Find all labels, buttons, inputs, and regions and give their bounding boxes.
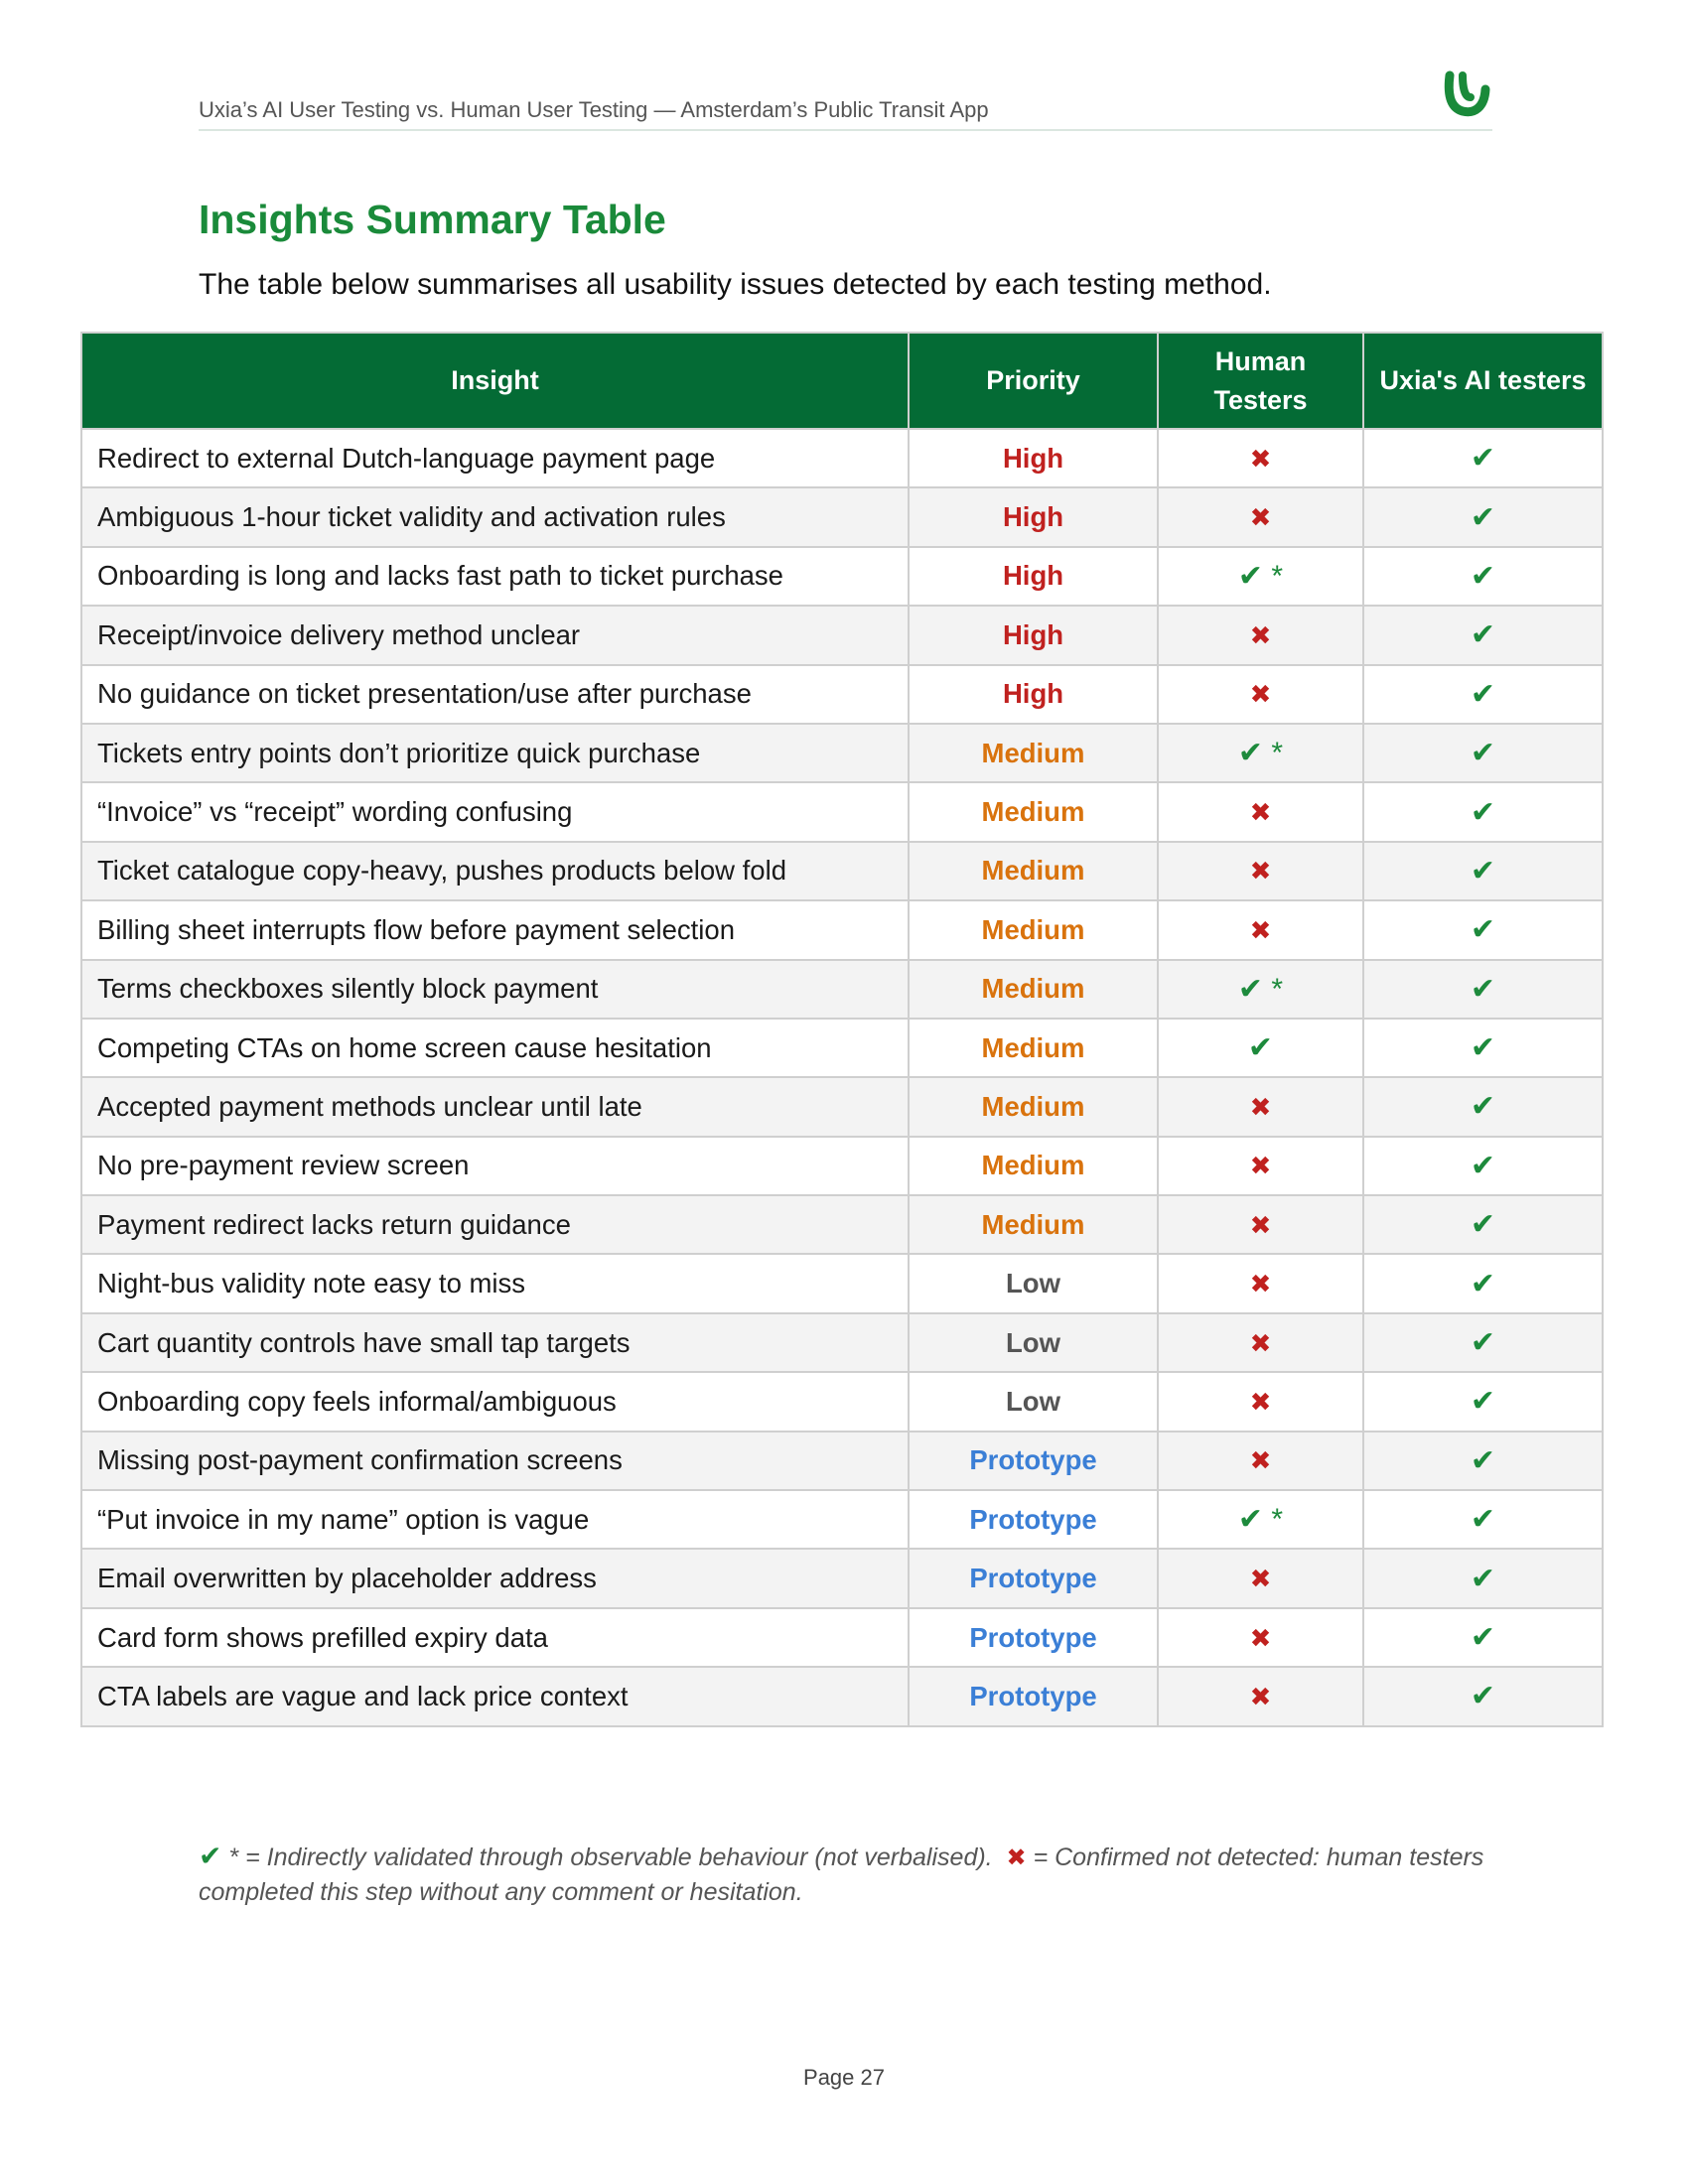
ai-testers-cell <box>1363 606 1603 664</box>
table-row <box>81 1372 1603 1431</box>
check-icon: ✔ <box>1470 1621 1496 1654</box>
table-row <box>81 547 1603 606</box>
priority-cell: Medium <box>909 1195 1158 1254</box>
insight-cell: Redirect to external Dutch-language payment page <box>81 429 909 487</box>
insight-cell: Onboarding copy feels informal/ambiguous <box>81 1372 909 1431</box>
priority-cell: High <box>909 429 1158 487</box>
priority-cell: Prototype <box>909 1490 1158 1549</box>
ai-testers-cell <box>1363 842 1603 900</box>
cross-icon: ✖ <box>1249 502 1272 533</box>
check-icon: ✔ <box>1470 677 1496 711</box>
human-testers-cell <box>1158 1372 1363 1431</box>
ai-testers-cell <box>1363 1432 1603 1490</box>
human-testers-cell <box>1158 1490 1363 1549</box>
check-icon: ✔ <box>1470 913 1496 947</box>
table-row <box>81 900 1603 959</box>
cross-icon: ✖ <box>1249 856 1272 887</box>
check-icon: ✔ * <box>1237 737 1284 770</box>
check-icon: ✔ <box>1470 972 1496 1006</box>
cross-icon: ✖ <box>1249 914 1272 945</box>
human-testers-cell <box>1158 547 1363 606</box>
table-row <box>81 782 1603 841</box>
check-icon: ✔ <box>1470 737 1496 770</box>
document-title: Uxia’s AI User Testing vs. Human User Testing — Amsterdam’s Public Transit App <box>199 97 989 122</box>
table-row <box>81 665 1603 724</box>
column-header-priority: Priority <box>909 333 1158 429</box>
page-number: Page 27 <box>803 2065 885 2090</box>
ai-testers-cell <box>1363 724 1603 782</box>
table-row <box>81 1077 1603 1136</box>
footnote-check-text: * = Indirectly validated through observable behaviour (not verbalised). <box>221 1843 993 1871</box>
cross-icon: ✖ <box>1249 1622 1272 1653</box>
table-row <box>81 1667 1603 1725</box>
check-icon: ✔ <box>199 1841 222 1871</box>
priority-cell: Low <box>909 1372 1158 1431</box>
insight-cell: Missing post-payment confirmation screens <box>81 1432 909 1490</box>
ai-testers-cell <box>1363 782 1603 841</box>
human-testers-cell <box>1158 842 1363 900</box>
insight-cell: Card form shows prefilled expiry data <box>81 1608 909 1667</box>
priority-cell: Medium <box>909 1077 1158 1136</box>
ai-testers-cell <box>1363 429 1603 487</box>
table-body <box>81 429 1603 1726</box>
check-icon: ✔ <box>1470 1267 1496 1300</box>
priority-cell: Medium <box>909 1137 1158 1195</box>
insight-cell: Terms checkboxes silently block payment <box>81 960 909 1019</box>
cross-icon: ✖ <box>1249 1327 1272 1358</box>
insight-cell: CTA labels are vague and lack price context <box>81 1667 909 1725</box>
priority-cell: Low <box>909 1313 1158 1372</box>
check-icon: ✔ <box>1470 1443 1496 1477</box>
human-testers-cell <box>1158 487 1363 546</box>
human-testers-cell <box>1158 1667 1363 1725</box>
table-row <box>81 1137 1603 1195</box>
table-footnote <box>199 1839 1489 1910</box>
check-icon: ✔ <box>1470 1562 1496 1595</box>
check-icon: ✔ <box>1470 1031 1496 1065</box>
priority-cell: Medium <box>909 842 1158 900</box>
check-icon: ✔ <box>1247 1031 1274 1065</box>
check-icon: ✔ <box>1470 1149 1496 1182</box>
human-testers-cell <box>1158 665 1363 724</box>
cross-icon: ✖ <box>1249 1209 1272 1240</box>
ai-testers-cell <box>1363 1490 1603 1549</box>
insight-cell: No guidance on ticket presentation/use after purchase <box>81 665 909 724</box>
human-testers-cell <box>1158 1019 1363 1077</box>
human-testers-cell <box>1158 1254 1363 1312</box>
human-testers-cell <box>1158 1549 1363 1607</box>
insight-cell: Tickets entry points don’t prioritize quick purchase <box>81 724 909 782</box>
priority-cell: Medium <box>909 960 1158 1019</box>
table-row <box>81 1549 1603 1607</box>
cross-icon: ✖ <box>1249 797 1272 828</box>
table-row <box>81 1254 1603 1312</box>
insight-cell: Email overwritten by placeholder address <box>81 1549 909 1607</box>
ai-testers-cell <box>1363 1254 1603 1312</box>
table-row <box>81 1432 1603 1490</box>
insight-cell: Receipt/invoice delivery method unclear <box>81 606 909 664</box>
ai-testers-cell <box>1363 960 1603 1019</box>
table-row <box>81 960 1603 1019</box>
priority-cell: Medium <box>909 900 1158 959</box>
column-header-ai-testers: Uxia's AI testers <box>1363 333 1603 429</box>
human-testers-cell <box>1158 606 1363 664</box>
ai-testers-cell <box>1363 1667 1603 1725</box>
human-testers-cell <box>1158 429 1363 487</box>
human-testers-cell <box>1158 1432 1363 1490</box>
table-row <box>81 842 1603 900</box>
check-icon: ✔ * <box>1237 972 1284 1006</box>
human-testers-cell <box>1158 960 1363 1019</box>
human-testers-cell <box>1158 1077 1363 1136</box>
table-header-row <box>81 333 1603 429</box>
human-testers-cell <box>1158 1137 1363 1195</box>
insight-cell: Ambiguous 1-hour ticket validity and activation rules <box>81 487 909 546</box>
cross-icon: ✖ <box>1249 1151 1272 1181</box>
page-header <box>199 62 1492 131</box>
table-row <box>81 1019 1603 1077</box>
section-title: Insights Summary Table <box>199 197 666 242</box>
human-testers-cell <box>1158 1313 1363 1372</box>
insight-cell: Accepted payment methods unclear until late <box>81 1077 909 1136</box>
cross-icon: ✖ <box>1249 443 1272 474</box>
priority-cell: Medium <box>909 1019 1158 1077</box>
check-icon: ✔ <box>1470 1090 1496 1124</box>
check-icon: ✔ <box>1470 618 1496 652</box>
cross-icon: ✖ <box>1006 1844 1027 1871</box>
insight-cell: Payment redirect lacks return guidance <box>81 1195 909 1254</box>
ai-testers-cell <box>1363 547 1603 606</box>
table-row <box>81 1490 1603 1549</box>
insight-cell: Ticket catalogue copy-heavy, pushes products below fold <box>81 842 909 900</box>
ai-testers-cell <box>1363 1313 1603 1372</box>
uxia-logo-icon <box>1441 69 1492 121</box>
priority-cell: High <box>909 547 1158 606</box>
table-row <box>81 487 1603 546</box>
cross-icon: ✖ <box>1249 619 1272 650</box>
ai-testers-cell <box>1363 1137 1603 1195</box>
check-icon: ✔ <box>1470 559 1496 593</box>
check-icon: ✔ <box>1470 442 1496 476</box>
ai-testers-cell <box>1363 900 1603 959</box>
cross-icon: ✖ <box>1249 1091 1272 1122</box>
insight-cell: Onboarding is long and lacks fast path to ticket purchase <box>81 547 909 606</box>
ai-testers-cell <box>1363 1372 1603 1431</box>
ai-testers-cell <box>1363 1195 1603 1254</box>
check-icon: ✔ * <box>1237 559 1284 593</box>
check-icon: ✔ <box>1470 500 1496 534</box>
ai-testers-cell <box>1363 1549 1603 1607</box>
priority-cell: Medium <box>909 782 1158 841</box>
priority-cell: Prototype <box>909 1549 1158 1607</box>
insight-cell: No pre-payment review screen <box>81 1137 909 1195</box>
intro-paragraph: The table below summarises all usability issues detected by each testing method. <box>199 268 1272 301</box>
table-row <box>81 429 1603 487</box>
priority-cell: High <box>909 487 1158 546</box>
check-icon: ✔ <box>1470 1208 1496 1242</box>
table-row <box>81 724 1603 782</box>
column-header-insight: Insight <box>81 333 909 429</box>
human-testers-cell <box>1158 782 1363 841</box>
check-icon: ✔ <box>1470 854 1496 887</box>
insight-cell: Cart quantity controls have small tap targets <box>81 1313 909 1372</box>
table-row <box>81 1313 1603 1372</box>
insight-cell: Competing CTAs on home screen cause hesitation <box>81 1019 909 1077</box>
check-icon: ✔ <box>1470 795 1496 829</box>
table-row <box>81 606 1603 664</box>
priority-cell: High <box>909 665 1158 724</box>
cross-icon: ✖ <box>1249 679 1272 710</box>
priority-cell: Prototype <box>909 1432 1158 1490</box>
ai-testers-cell <box>1363 1608 1603 1667</box>
priority-cell: Prototype <box>909 1667 1158 1725</box>
priority-cell: Low <box>909 1254 1158 1312</box>
check-icon: ✔ <box>1470 1326 1496 1360</box>
cross-icon: ✖ <box>1249 1386 1272 1417</box>
insight-cell: “Put invoice in my name” option is vague <box>81 1490 909 1549</box>
human-testers-cell <box>1158 724 1363 782</box>
human-testers-cell <box>1158 1608 1363 1667</box>
ai-testers-cell <box>1363 1077 1603 1136</box>
cross-icon: ✖ <box>1249 1681 1272 1711</box>
table-row <box>81 1195 1603 1254</box>
check-icon: ✔ <box>1470 1503 1496 1537</box>
check-icon: ✔ * <box>1237 1503 1284 1537</box>
insights-summary-table <box>80 332 1604 1727</box>
column-header-human-testers: Human Testers <box>1158 333 1363 429</box>
human-testers-cell <box>1158 1195 1363 1254</box>
cross-icon: ✖ <box>1249 1269 1272 1299</box>
insight-cell: “Invoice” vs “receipt” wording confusing <box>81 782 909 841</box>
human-testers-cell <box>1158 900 1363 959</box>
ai-testers-cell <box>1363 665 1603 724</box>
ai-testers-cell <box>1363 487 1603 546</box>
priority-cell: Prototype <box>909 1608 1158 1667</box>
priority-cell: Medium <box>909 724 1158 782</box>
insight-cell: Billing sheet interrupts flow before payment selection <box>81 900 909 959</box>
cross-icon: ✖ <box>1249 1564 1272 1594</box>
ai-testers-cell <box>1363 1019 1603 1077</box>
footnote-cross-text: = Confirmed not detected: human testers completed this step without any comment or hesitation. <box>199 1843 1484 1906</box>
table-row <box>81 1608 1603 1667</box>
check-icon: ✔ <box>1470 1385 1496 1419</box>
insight-cell: Night-bus validity note easy to miss <box>81 1254 909 1312</box>
cross-icon: ✖ <box>1249 1445 1272 1476</box>
check-icon: ✔ <box>1470 1680 1496 1713</box>
priority-cell: High <box>909 606 1158 664</box>
